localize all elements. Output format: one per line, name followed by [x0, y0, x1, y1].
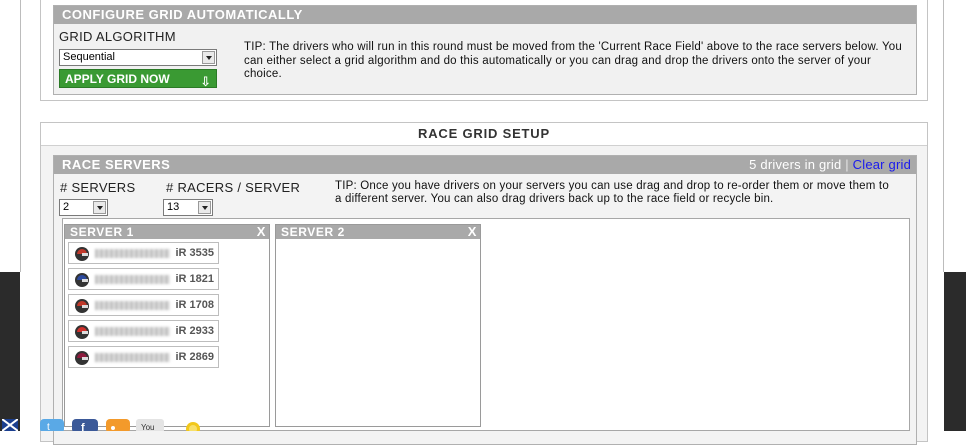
race-servers-header — [54, 156, 916, 174]
grid-algorithm-value: Sequential — [63, 51, 115, 63]
configure-tip: TIP: The drivers who will run in this round must be moved from the 'Current Race Field' above to the race servers below. You can either select a grid algorithm and do this automatically or you can drag and drop the drivers onto the server of your choice. — [244, 41, 902, 80]
shield-icon[interactable] — [2, 419, 18, 431]
driver-irating: iR 3535 — [175, 247, 214, 259]
facebook-icon[interactable] — [72, 419, 98, 431]
racers-per-server-select[interactable] — [163, 199, 213, 216]
driver-card[interactable] — [68, 346, 219, 368]
download-arrow-icon: ⇩ — [200, 74, 211, 89]
svg-text:f: f — [81, 422, 85, 431]
servers-count-select[interactable] — [59, 199, 108, 216]
server-2-panel[interactable] — [275, 224, 481, 427]
page-background-left — [0, 272, 20, 431]
server-1-header — [65, 225, 269, 239]
driver-irating: iR 2933 — [175, 325, 214, 337]
separator: | — [845, 157, 849, 172]
servers-count-value: 2 — [63, 201, 70, 213]
close-icon[interactable]: X — [467, 224, 477, 239]
apply-grid-label: APPLY GRID NOW — [65, 72, 170, 86]
weather-icon[interactable] — [182, 419, 204, 431]
twitter-icon[interactable] — [40, 419, 64, 431]
grid-algorithm-select[interactable] — [59, 49, 217, 66]
clear-grid-link[interactable]: Clear grid — [852, 157, 911, 172]
driver-name-redacted — [95, 301, 170, 310]
driver-name-redacted — [95, 249, 170, 258]
server-1-title: SERVER 1 — [70, 225, 134, 239]
rss-icon[interactable] — [106, 419, 130, 431]
driver-name-redacted — [95, 327, 170, 336]
driver-card[interactable] — [68, 242, 219, 264]
race-grid-title: RACE GRID SETUP — [41, 123, 927, 146]
grid-algorithm-label: GRID ALGORITHM — [59, 29, 176, 44]
driver-card[interactable] — [68, 320, 219, 342]
page-border-right — [943, 0, 944, 272]
configure-grid-title: CONFIGURE GRID AUTOMATICALLY — [54, 6, 916, 24]
chevron-down-icon[interactable] — [202, 51, 215, 64]
server-2-header — [276, 225, 480, 239]
page-border-left — [20, 0, 21, 272]
race-servers-tip: TIP: Once you have drivers on your servers you can use drag and drop to re-order them or move them to a different server. You can also drag drivers back up to the race field or recycle bin. — [335, 180, 889, 205]
configure-grid-box — [53, 5, 917, 95]
svg-text:You: You — [141, 423, 155, 431]
helmet-icon — [74, 246, 90, 261]
server-1-panel[interactable] — [64, 224, 270, 427]
youtube-icon[interactable] — [136, 419, 164, 431]
racers-per-server-label: # RACERS / SERVER — [166, 180, 301, 195]
driver-irating: iR 1708 — [175, 299, 214, 311]
drivers-count: 5 drivers in grid — [749, 157, 842, 172]
server-2-title: SERVER 2 — [281, 225, 345, 239]
driver-irating: iR 1821 — [175, 273, 214, 285]
helmet-icon — [74, 350, 90, 365]
chevron-down-icon[interactable] — [198, 201, 211, 214]
driver-name-redacted — [95, 275, 170, 284]
race-servers-title: RACE SERVERS — [62, 157, 171, 172]
race-servers-meta — [749, 156, 911, 174]
driver-card[interactable] — [68, 294, 219, 316]
apply-grid-button[interactable] — [59, 69, 217, 88]
driver-card[interactable] — [68, 268, 219, 290]
driver-irating: iR 2869 — [175, 351, 214, 363]
svg-text:t: t — [47, 422, 50, 431]
racers-per-server-value: 13 — [167, 201, 180, 213]
helmet-icon — [74, 324, 90, 339]
driver-name-redacted — [95, 353, 170, 362]
page-background-right — [944, 272, 966, 431]
helmet-icon — [74, 298, 90, 313]
chevron-down-icon[interactable] — [93, 201, 106, 214]
close-icon[interactable]: X — [256, 224, 266, 239]
helmet-icon — [74, 272, 90, 287]
servers-count-label: # SERVERS — [60, 180, 136, 195]
